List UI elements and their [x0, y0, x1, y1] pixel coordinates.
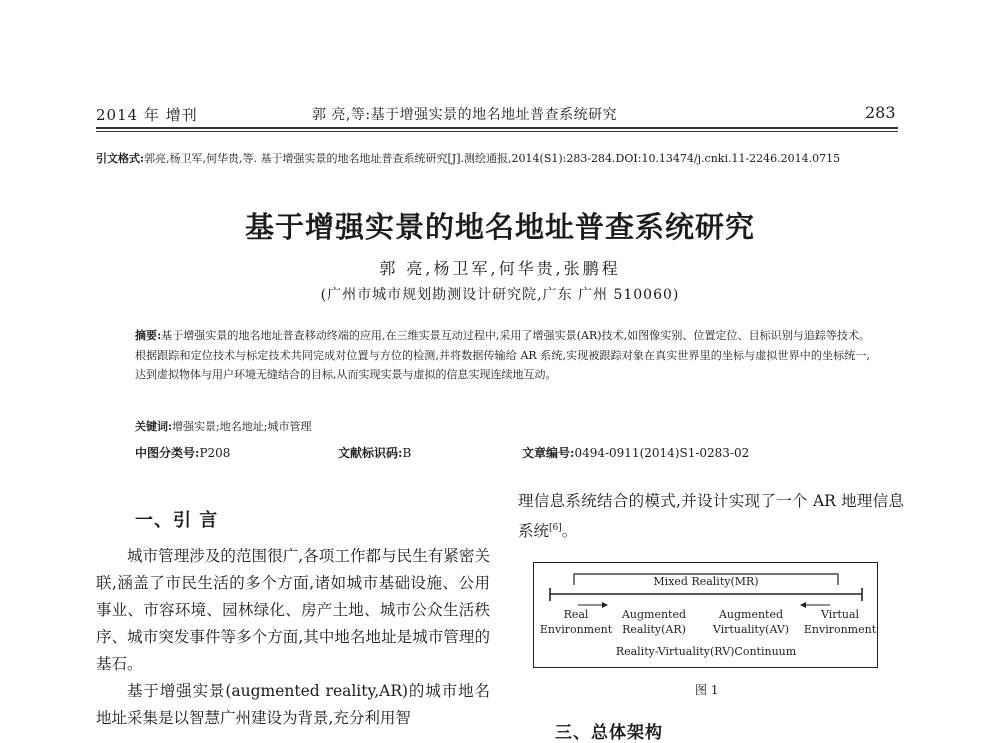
- article-number: [522, 444, 749, 461]
- keywords-label: 关键词:: [135, 420, 173, 433]
- classification-number: [135, 444, 230, 461]
- citation-text: 郭亮,杨卫军,何华贵,等. 基于增强实景的地名地址普查系统研究[J].测绘通报,2014(S1):283-284.DOI:10.13474/j.cnki.11-2246.2014.0715: [144, 152, 841, 165]
- keywords: [135, 418, 311, 434]
- body-right-end: 。: [561, 522, 578, 541]
- document-code-label: 文献标识码:: [338, 446, 403, 460]
- abstract-text: 基于增强实景的地名地址普查移动终端的应用,在三维实景互动过程中,采用了增强实景(AR)技术,如图像实别、位置定位、目标识别与追踪等技术。根据跟踪和定位技术与标定技术共同完成对位置与方位的检测,并将数据传输给 AR 系统,实现被跟踪对象在真实世界里的坐标与虚拟世界中的坐标统一,达到虚拟物体与用户环境无缝结合的目标,从而实现实景与虚拟的信息实现连续地互动。: [135, 329, 870, 381]
- node-real-line2: Environment: [539, 623, 613, 636]
- body-paragraph: 基于增强实景(augmented reality,AR)的城市地名地址采集是以智慧广州建设为背景,充分利用智: [96, 682, 490, 727]
- article-number-value: 0494-0911(2014)S1-0283-02: [574, 446, 750, 460]
- header-rule-thick: [96, 127, 898, 129]
- header-rule-thin: [96, 131, 898, 132]
- node-av-line2: Virtuality(AV): [712, 623, 790, 636]
- page-number: 283: [865, 103, 896, 122]
- figure-1-frame: [533, 562, 878, 668]
- abstract-label: 摘要:: [135, 329, 162, 342]
- node-virtual-line1: Virtual: [820, 608, 860, 621]
- body-paragraph: 城市管理涉及的范围很广,各项工作都与民生有紧密关联,涵盖了市民生活的多个方面,诸如城市基础设施、公用事业、市容环境、园林绿化、房产土地、城市公众生活秩序、城市突发事件等多个方面,其中地名地址是城市管理的基石。: [96, 547, 490, 673]
- running-header-issue: 2014 年 增刊: [96, 106, 198, 124]
- paper-affiliation: (广州市城市规划勘测设计研究院,广东 广州 510060): [320, 287, 680, 303]
- section-heading-introduction: 一、引 言: [135, 510, 219, 531]
- citation-format: [96, 150, 901, 168]
- section-heading-architecture: 三、总体架构: [555, 723, 663, 743]
- classification-value: P208: [199, 446, 231, 460]
- classification-label: 中图分类号:: [135, 446, 200, 460]
- document-code: [338, 444, 411, 461]
- figure-1-diagram: [534, 563, 877, 667]
- node-av-line1: Augmented: [718, 608, 784, 621]
- mr-label: Mixed Reality(MR): [653, 575, 759, 588]
- article-number-label: 文章编号:: [522, 446, 575, 460]
- body-column-right: [518, 488, 904, 545]
- node-ar-line1: Augmented: [621, 608, 687, 621]
- continuum-label: Reality-Virtuality(RV)Continuum: [615, 645, 797, 658]
- arrow-left-icon: [800, 602, 806, 608]
- node-virtual-line2: Environment: [803, 623, 877, 636]
- body-right-text: 理信息系统结合的模式,并设计实现了一个 AR 地理信息系统: [518, 492, 904, 541]
- node-real-line1: Real: [563, 608, 589, 621]
- document-code-value: B: [402, 446, 412, 460]
- body-column-left: [96, 543, 490, 732]
- abstract: [135, 326, 870, 385]
- figure-caption: 图 1: [695, 683, 719, 697]
- citation-label: 引文格式:: [96, 152, 145, 165]
- paper-authors: 郭 亮,杨卫军,何华贵,张鹏程: [379, 259, 621, 278]
- reference-marker: [6]: [549, 523, 562, 533]
- keywords-text: 增强实景;地名地址;城市管理: [172, 420, 312, 433]
- node-ar-line2: Reality(AR): [622, 623, 686, 636]
- running-header-title: 郭 亮,等:基于增强实景的地名地址普查系统研究: [312, 107, 618, 123]
- arrow-right-icon: [602, 602, 608, 608]
- paper-title: 基于增强实景的地名地址普查系统研究: [244, 210, 755, 244]
